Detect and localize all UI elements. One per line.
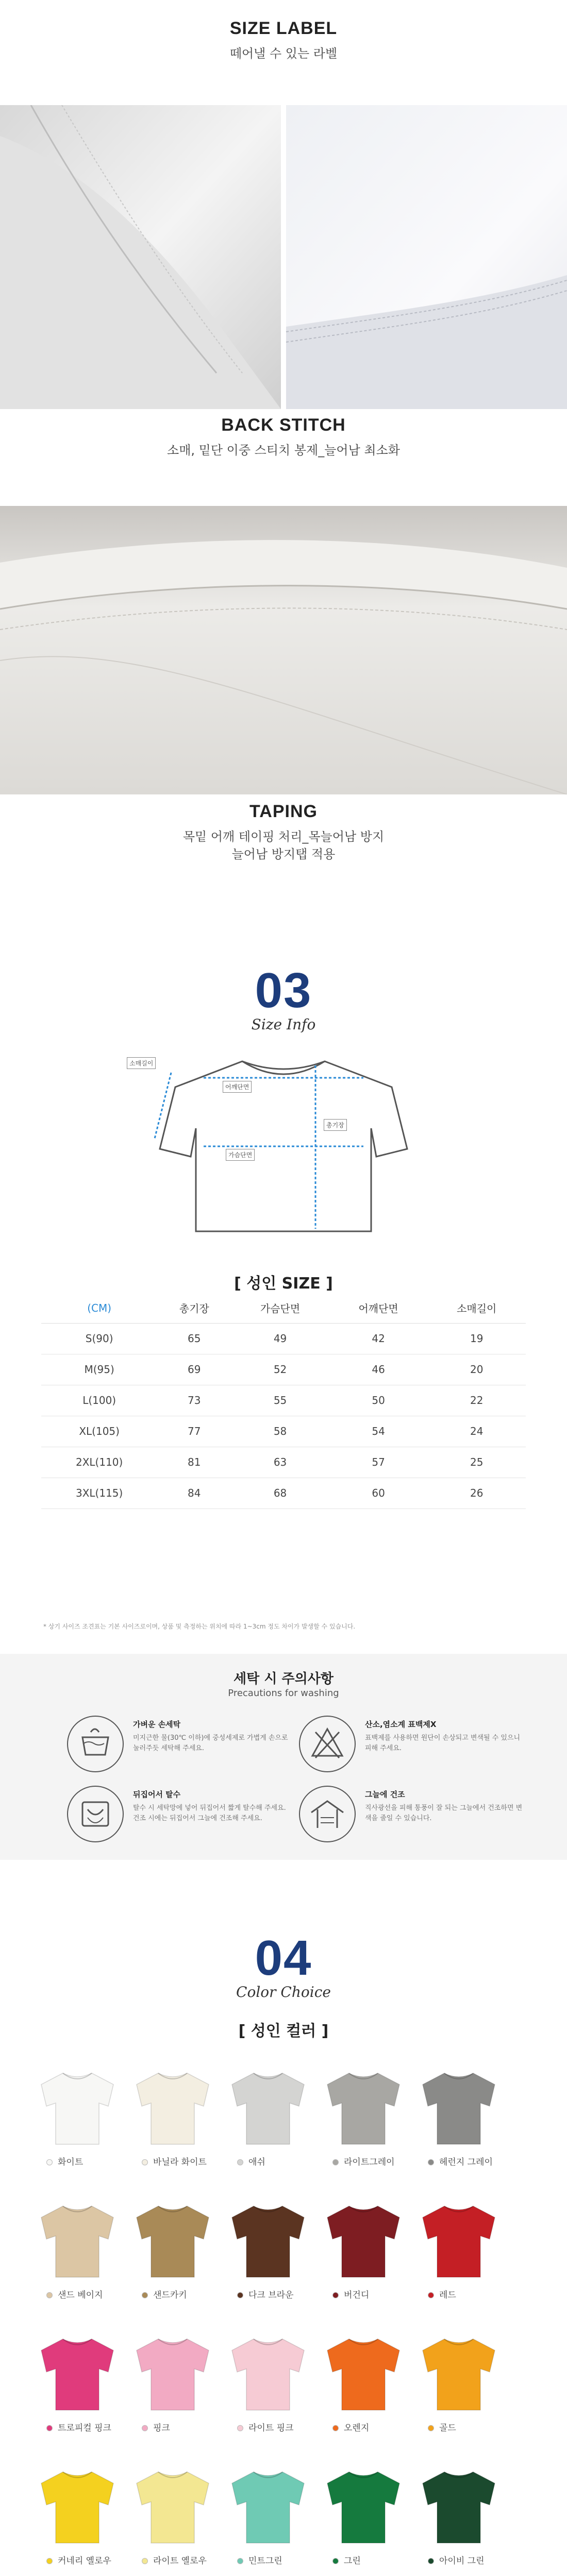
color-swatch-label [332,2287,420,2301]
color-swatch [227,2202,309,2279]
table-cell: 54 [329,1416,428,1447]
table-cell: 49 [231,1323,329,1354]
color-dot [332,2159,339,2165]
tshirt-shape [322,2202,405,2279]
no-bleach-icon [299,1716,356,1772]
table-cell: 52 [231,1354,329,1385]
color-swatch-label [332,2155,420,2168]
table-cell: 58 [231,1416,329,1447]
sleeve-photo [0,105,567,409]
color-choice-number: 04 [255,1930,312,1986]
color-name: 핑크 [153,2423,170,2433]
table-cell: 19 [427,1323,526,1354]
table-cell: 81 [157,1447,231,1478]
color-name: 라이트 핑크 [248,2423,294,2433]
size-table [41,1293,526,1509]
tshirt-shape [36,2069,119,2146]
wash-item-title: 산소,염소계 표백제X [365,1720,437,1729]
color-dot [428,2558,434,2564]
tshirt-shape [418,2069,500,2146]
size-cell: M(95) [41,1354,157,1385]
color-dot [332,2425,339,2431]
color-swatch [36,2468,119,2545]
color-dot [237,2558,243,2564]
size-info-number: 03 [255,963,312,1018]
hand-wash-icon [67,1716,124,1772]
color-swatch [322,2202,405,2279]
tshirt-shape [418,2468,500,2545]
tshirt-shape [322,2468,405,2545]
table-cell: 46 [329,1354,428,1385]
color-dot [237,2159,243,2165]
color-swatch-label [237,2420,325,2434]
color-swatch-label [428,2155,515,2168]
color-swatch-label [237,2553,325,2567]
color-swatch [322,2069,405,2146]
back-stitch-title: BACK STITCH [221,415,346,435]
color-swatch [36,2335,119,2412]
color-swatch-label [142,2155,229,2168]
table-row [41,1323,526,1354]
color-swatch-label [428,2553,515,2567]
color-name: 오렌지 [344,2423,370,2433]
table-row [41,1354,526,1385]
tshirt-shape [36,2202,119,2279]
column-header: 소매길이 [427,1293,526,1323]
size-cell: 3XL(115) [41,1478,157,1509]
size-cell: L(100) [41,1385,157,1416]
table-cell: 42 [329,1323,428,1354]
wash-item-title: 가벼운 손세탁 [133,1720,181,1729]
color-swatch [418,2335,500,2412]
color-swatch [227,2335,309,2412]
color-swatch [36,2069,119,2146]
color-dot [46,2558,53,2564]
color-name: 그린 [344,2556,361,2566]
table-cell: 57 [329,1447,428,1478]
table-row [41,1478,526,1509]
table-cell: 22 [427,1385,526,1416]
size-cell: 2XL(110) [41,1447,157,1478]
color-swatch [131,2202,214,2279]
color-name: 라이트 옐로우 [153,2556,207,2566]
table-cell: 55 [231,1385,329,1416]
color-name: 바닐라 화이트 [153,2157,207,2167]
color-swatch-label [46,2420,134,2434]
chest-width-label: 가슴단면 [226,1149,255,1161]
color-swatch-label [332,2553,420,2567]
table-cell: 65 [157,1323,231,1354]
tshirt-shape [131,2468,214,2545]
size-diagram [0,1051,567,1242]
table-cell: 60 [329,1478,428,1509]
color-swatch [322,2468,405,2545]
color-name: 애쉬 [248,2157,265,2167]
tshirt-shape [227,2335,309,2412]
color-name: 다크 브라운 [248,2290,294,2300]
color-swatch-label [237,2287,325,2301]
table-row [41,1385,526,1416]
tshirt-shape [131,2069,214,2146]
color-dot [46,2292,53,2298]
wash-item-title: 그늘에 건조 [365,1790,405,1799]
color-dot [142,2159,148,2165]
tshirt-shape [131,2335,214,2412]
table-cell: 26 [427,1478,526,1509]
color-swatch-label [46,2287,134,2301]
wash-item-hand [67,1716,294,1777]
color-name: 트로피컬 핑크 [58,2423,111,2433]
table-cell: 63 [231,1447,329,1478]
color-swatch-label [237,2155,325,2168]
taping-photo [0,506,567,794]
wash-item-desc: 표백제를 사용하면 원단이 손상되고 변색될 수 있으니 피해 주세요. [365,1734,521,1752]
total-length-label: 총기장 [324,1119,347,1131]
color-swatch [227,2069,309,2146]
color-swatch [36,2202,119,2279]
color-dot [142,2558,148,2564]
color-swatch [131,2468,214,2545]
tshirt-shape [418,2202,500,2279]
column-header: 어깨단면 [329,1293,428,1323]
table-cell: 25 [427,1447,526,1478]
washing-title: 세탁 시 주의사항 [234,1671,333,1687]
color-choice-subtitle: Color Choice [236,1984,331,2001]
column-header: 총기장 [157,1293,231,1323]
color-dot [237,2292,243,2298]
color-name: 민트그린 [248,2556,282,2566]
color-dot [428,2292,434,2298]
shade-dry-icon [299,1786,356,1842]
color-name: 헤런지 그레이 [439,2157,493,2167]
shoulder-width-label: 어깨단면 [223,1081,252,1093]
color-swatch [227,2468,309,2545]
back-stitch-caption [0,415,567,459]
color-swatch [131,2335,214,2412]
color-swatch-label [142,2287,229,2301]
size-table-note: * 상기 사이즈 조견표는 기본 사이즈로이며, 상품 및 측정하는 위치에 따라 1~3cm 정도 차이가 발생할 수 있습니다. [43,1623,356,1630]
column-header: 가슴단면 [231,1293,329,1323]
color-swatch-label [142,2420,229,2434]
wash-item-desc: 직사광선을 피해 통풍이 잘 되는 그늘에서 건조하면 변색을 줄일 수 있습니다. [365,1804,523,1822]
color-name: 버건디 [344,2290,370,2300]
color-swatch [418,2069,500,2146]
size-table-header [41,1293,526,1323]
table-row [41,1447,526,1478]
taping-title: TAPING [249,802,318,821]
size-label-caption [0,19,567,62]
color-name: 커네리 옐로우 [58,2556,111,2566]
taping-caption [0,802,567,863]
tshirt-shape [36,2335,119,2412]
color-dot [332,2558,339,2564]
wash-item-bleach [299,1716,526,1777]
table-row [41,1416,526,1447]
color-choice-title: [ 성인 컬러 ] [238,2022,329,2040]
table-cell: 24 [427,1416,526,1447]
color-swatch [131,2069,214,2146]
wash-item-shade [299,1786,526,1848]
color-dot [46,2159,53,2165]
taping-desc-2: 늘어남 방지탭 적용 [231,847,336,861]
taping-desc-1: 목밑 어깨 테이핑 처리_목늘어남 방지 [182,829,385,844]
table-cell: 77 [157,1416,231,1447]
back-stitch-desc: 소매, 밑단 이중 스티치 봉제_늘어남 최소화 [167,443,400,457]
size-info-subtitle: Size Info [251,1016,316,1033]
color-name: 레드 [439,2290,456,2300]
color-swatch [418,2202,500,2279]
wash-item-spin [67,1786,294,1848]
tshirt-shape [227,2468,309,2545]
color-swatch [322,2335,405,2412]
washing-subtitle: Precautions for washing [228,1688,339,1699]
color-dot [428,2159,434,2165]
color-name: 골드 [439,2423,456,2433]
color-name: 샌드카키 [153,2290,187,2300]
unit-header: (CM) [41,1293,157,1323]
table-cell: 73 [157,1385,231,1416]
color-swatch-label [428,2287,515,2301]
table-cell: 20 [427,1354,526,1385]
table-cell: 84 [157,1478,231,1509]
tshirt-shape [36,2468,119,2545]
wash-item-desc: 미지근한 물(30℃ 이하)에 중성세제로 가볍게 손으로 눌러주듯 세탁해 주세요. [133,1734,288,1752]
color-dot [237,2425,243,2431]
size-label-desc: 떼어낼 수 있는 라벨 [229,46,338,61]
color-dot [46,2425,53,2431]
color-dot [332,2292,339,2298]
sleeve-length-label: 소매길이 [127,1057,156,1069]
color-swatch-label [142,2553,229,2567]
table-cell: 69 [157,1354,231,1385]
tshirt-shape [322,2069,405,2146]
color-swatch-label [332,2420,420,2434]
color-dot [142,2425,148,2431]
color-choice-section [0,1930,567,2041]
tshirt-shape [227,2202,309,2279]
table-cell: 68 [231,1478,329,1509]
color-dot [142,2292,148,2298]
color-swatch-label [46,2155,134,2168]
size-cell: XL(105) [41,1416,157,1447]
size-cell: S(90) [41,1323,157,1354]
color-name: 아이비 그린 [439,2556,485,2566]
color-swatch [418,2468,500,2545]
inside-out-spin-icon [67,1786,124,1842]
size-table-title: [ 성인 SIZE ] [234,1275,333,1293]
color-name: 샌드 베이지 [58,2290,103,2300]
color-dot [428,2425,434,2431]
tshirt-shape [418,2335,500,2412]
size-info-section [0,962,567,1033]
color-name: 라이트그레이 [344,2157,395,2167]
color-name: 화이트 [58,2157,84,2167]
tshirt-shape [227,2069,309,2146]
color-swatch-label [428,2420,515,2434]
size-label-title: SIZE LABEL [229,19,338,38]
tshirt-shape [322,2335,405,2412]
table-cell: 50 [329,1385,428,1416]
wash-item-desc: 탈수 시 세탁망에 넣어 뒤집어서 짧게 탈수해 주세요. 건조 시에는 뒤집어서 그늘에 건조해 주세요. [133,1804,286,1822]
tshirt-shape [131,2202,214,2279]
color-swatch-label [46,2553,134,2567]
wash-item-title: 뒤집어서 탈수 [133,1790,181,1799]
